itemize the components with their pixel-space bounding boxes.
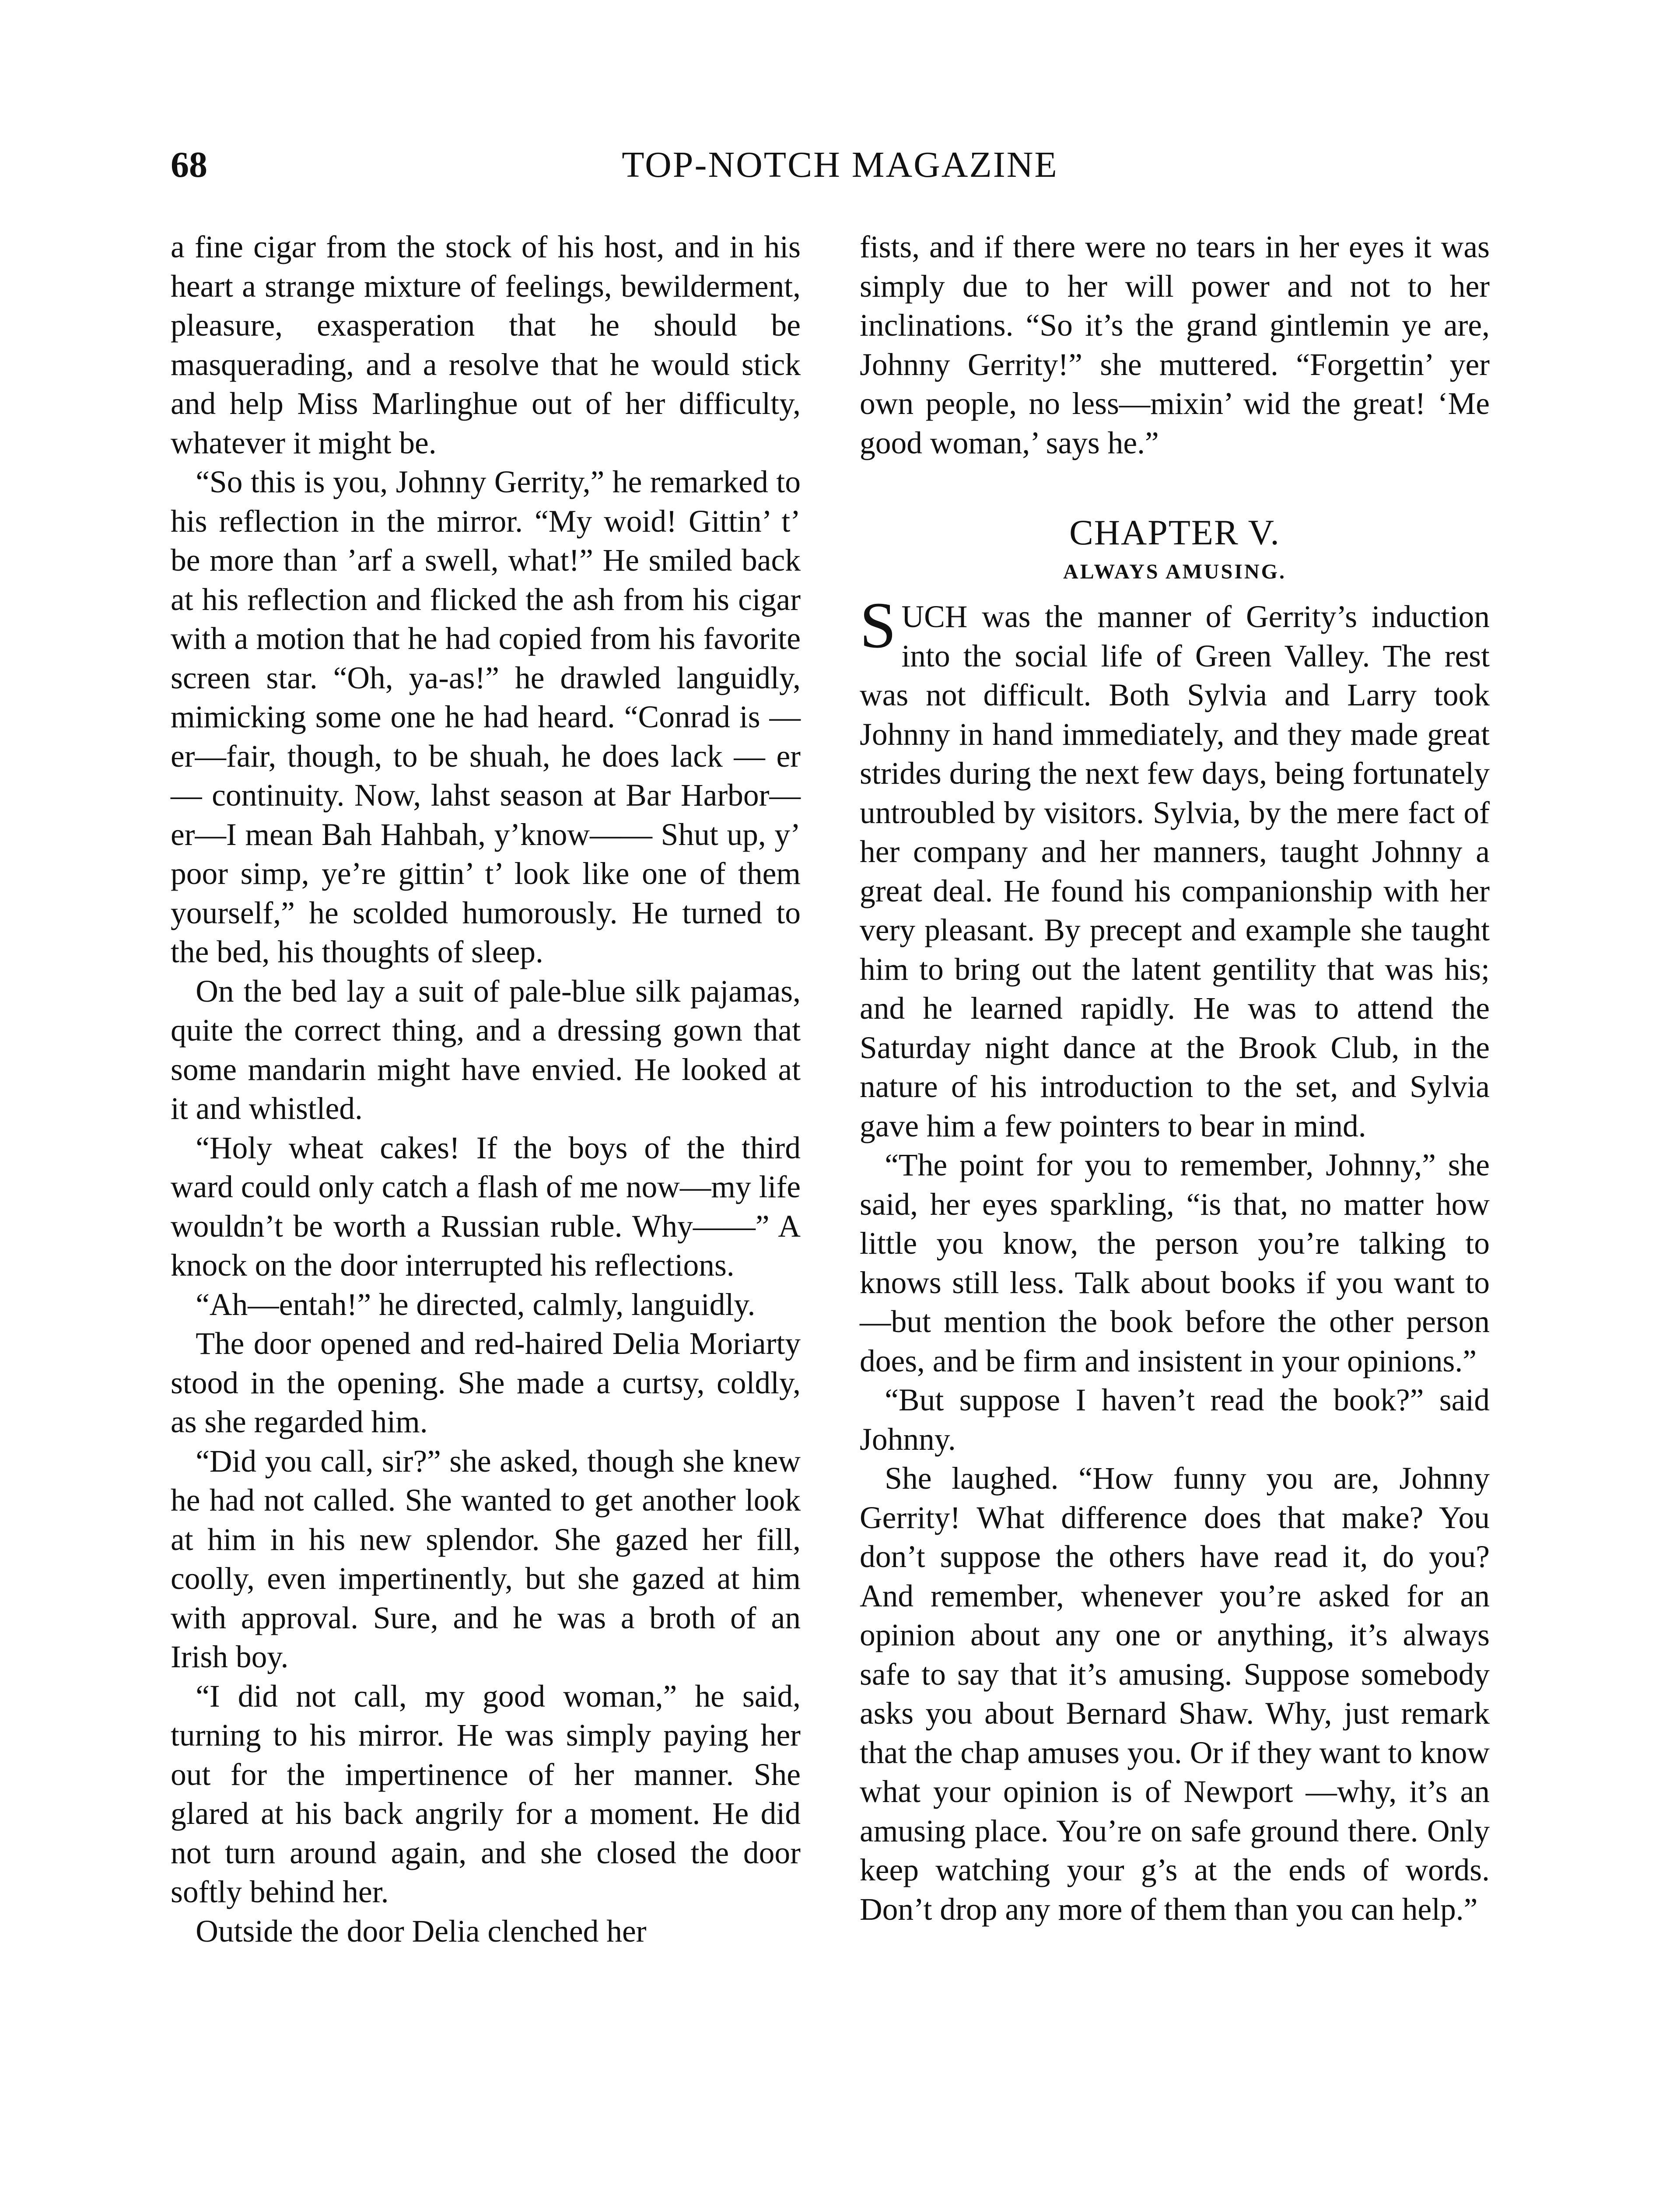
paragraph: She laughed. “How funny you are, Johnny Gerrity! What difference does that make? You don’t suppose the others have read it, do you? And remember, whenever you’re asked for an opinion about any one or anything, it’s always safe to say that it’s amusing. Suppose somebody asks you about Bernard Shaw. Why, just remark that the chap amuses you. Or if they want to know what your opinion is of Newport —why, it’s an amusing place. You’re on safe ground there. Only keep watching your g’s at the ends of words. Don’t drop any more of them than you can help.” bbox=[860, 1461, 1490, 1927]
chapter-heading bbox=[860, 511, 1490, 589]
paragraph: “Holy wheat cakes! If the boys of the third ward could only catch a flash of me now—my life wouldn’t be worth a Russian ruble. Why——” A knock on the door interrupted his reflections. bbox=[171, 1130, 801, 1283]
paragraph: Outside the door Delia clenched her bbox=[196, 1914, 647, 1949]
chapter-title: CHAPTER V. bbox=[1069, 512, 1280, 552]
paragraph: On the bed lay a suit of pale-blue silk pajamas, quite the correct thing, and a dressing gown that some mandarin might have envied. He looked at it and whistled. bbox=[171, 974, 801, 1126]
paragraph: “Did you call, sir?” she asked, though she knew he had not called. She wanted to get another look at him in his new splendor. She gazed her fill, coolly, even impertinently, but she gazed at him with approval. Sure, and he was a broth of an Irish boy. bbox=[171, 1444, 801, 1674]
running-title: TOP-NOTCH MAGAZINE bbox=[622, 144, 1058, 185]
paragraph-continuation: fists, and if there were no tears in her eyes it was simply due to her will power and not to her inclinations. “So it’s the grand gintlemin ye are, Johnny Gerrity!” she muttered. “Forgettin’ yer own people, no less—mixin’ wid the great! ‘Me good woman,’ says he.” bbox=[860, 230, 1490, 460]
paragraph: “Ah—entah!” he directed, calmly, languidly. bbox=[196, 1287, 756, 1322]
page-header bbox=[171, 139, 1509, 192]
left-column bbox=[171, 228, 801, 1951]
paragraph: The door opened and red-haired Delia Moriarty stood in the opening. She made a curtsy, coldly, as she regarded him. bbox=[171, 1326, 801, 1439]
paragraph: “So this is you, Johnny Gerrity,” he remarked to his reflection in the mirror. “My woid! Gittin’ t’ be more than ’arf a swell, what!” He smiled back at his reflection and flicked the ash from his cigar with a motion that he had copied from his favorite screen star. “Oh, ya-as!” he drawled languidly, mimicking some one he had heard. “Conrad is —er—fair, though, to be shuah, he does lack — er — continuity. Now, lahst season at Bar Harbor—er—I mean Bah Hahbah, y’know—— Shut up, y’ poor simp, ye’re gittin’ t’ look like one of them yourself,” he scolded humorously. He turned to the bed, his thoughts of sleep. bbox=[171, 465, 801, 969]
drop-cap: S bbox=[860, 589, 896, 662]
chapter-subtitle: ALWAYS AMUSING. bbox=[1063, 560, 1286, 583]
page-number: 68 bbox=[171, 144, 207, 185]
paragraph: “The point for you to remember, Johnny,” she said, her eyes sparkling, “is that, no matter how little you know, the person you’re talking to knows still less. Talk about books if you want to —but mention the book before the other person does, and be firm and insistent in your opinions.” bbox=[860, 1148, 1490, 1378]
chapter-opening-paragraph bbox=[860, 589, 1490, 1146]
paragraph: a fine cigar from the stock of his host, and in his heart a strange mixture of feelings, bewilderment, pleasure, exasperation that he should be masquerading, and a resolve that he would stick and help Miss Marlinghue out of her difficulty, whatever it might be. bbox=[171, 230, 801, 460]
right-column bbox=[860, 228, 1490, 1929]
paragraph: “I did not call, my good woman,” he said, turning to his mirror. He was simply paying her out for the impertinence of her manner. She glared at his back angrily for a moment. He did not turn around again, and she closed the door softly behind her. bbox=[171, 1679, 801, 1909]
paragraph: “But suppose I haven’t read the book?” said Johnny. bbox=[860, 1383, 1490, 1457]
opening-text: UCH was the manner of Gerrity’s induction into the social life of Green Valley. The rest was not difficult. Both Sylvia and Larry took Johnny in hand immediately, and they made great strides during the next few days, being fortunately untroubled by visitors. Sylvia, by the mere fact of her company and her manners, taught Johnny a great deal. He found his companionship with her very pleasant. By precept and example she taught him to bring out the latent gentility that was his; and he learned rapidly. He was to attend the Saturday night dance at the Brook Club, in the nature of his introduction to the set, and Sylvia gave him a few pointers to bear in mind. bbox=[860, 600, 1490, 1143]
